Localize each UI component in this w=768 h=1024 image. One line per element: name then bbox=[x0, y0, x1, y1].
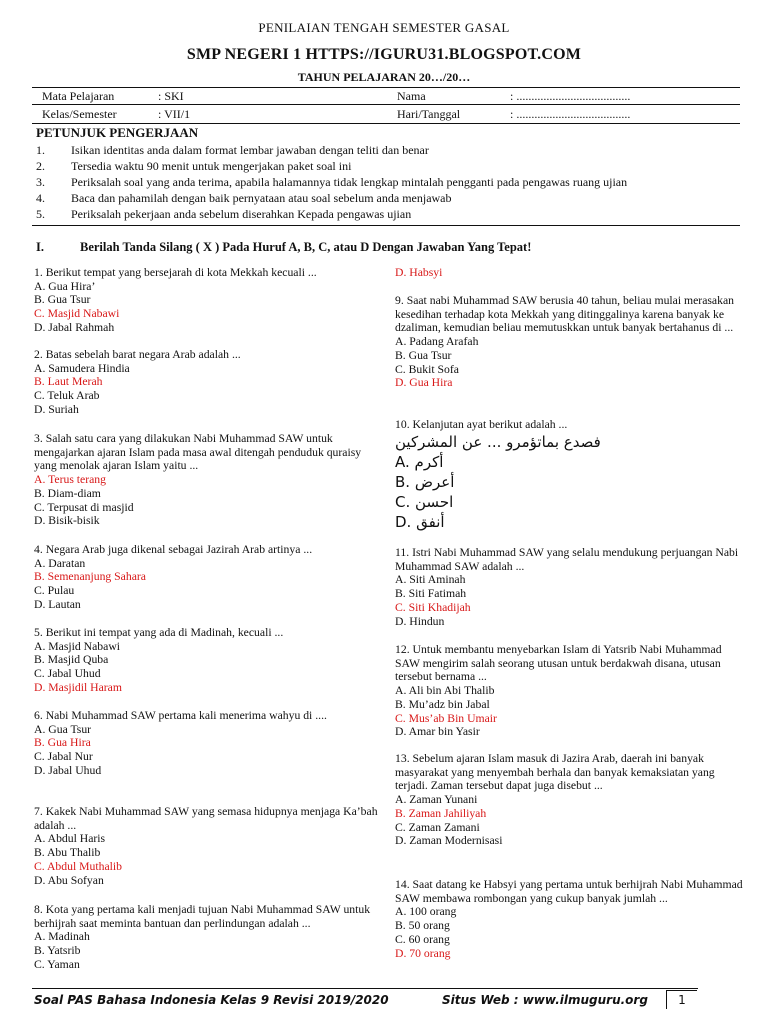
hari-field[interactable]: : ...................................... bbox=[510, 107, 631, 121]
question-text: 5. Berikut ini tempat yang ada di Madinah, kecuali ... bbox=[34, 626, 284, 639]
option-a[interactable]: A. Masjid Nabawi bbox=[34, 639, 121, 653]
option-d[interactable]: D. Amar bin Yasir bbox=[395, 725, 480, 739]
question-text: 11. Istri Nabi Muhammad SAW yang selalu mendukung perjuangan Nabi Muhammad SAW adalah ... bbox=[395, 546, 739, 573]
kelas-value: : VII/1 bbox=[158, 107, 191, 121]
option-c[interactable]: C. Zaman Zamani bbox=[395, 820, 480, 834]
option-b[interactable]: B. Diam-diam bbox=[34, 486, 101, 500]
academic-year: TAHUN PELAJARAN 20…/20… bbox=[297, 70, 471, 84]
footer-left: Soal PAS Bahasa Indonesia Kelas 9 Revisi 2019/2020 bbox=[34, 993, 389, 1007]
question-text: 13. Sebelum ajaran Islam masuk di Jazira Arab, daerah ini banyak masyarakat yang menyembah berhala dan banyak kemaksiatan yang terjadi. Zaman tersebut dapat juga disebut ... bbox=[395, 752, 715, 793]
petunjuk-title: PETUNJUK PENGERJAAN bbox=[36, 125, 199, 140]
nama-field[interactable]: : ...................................... bbox=[510, 89, 631, 103]
petunjuk-item bbox=[36, 143, 429, 158]
question-text: 14. Saat datang ke Habsyi yang pertama untuk berhijrah Nabi Muhammad SAW membawa rombongan yang cukup banyak jumlah ... bbox=[395, 878, 743, 905]
question-13 bbox=[395, 752, 745, 848]
petunjuk-item bbox=[36, 191, 452, 206]
option-a[interactable]: A. Zaman Yunani bbox=[395, 793, 478, 807]
question-1 bbox=[34, 266, 384, 335]
option-c[interactable]: C. Mus’ab Bin Umair bbox=[395, 711, 497, 725]
option-a[interactable]: A. Terus terang bbox=[34, 473, 106, 487]
school-name: SMP NEGERI 1 HTTPS://IGURU31.BLOGSPOT.COM bbox=[186, 46, 582, 63]
option-a[interactable]: A. 100 orang bbox=[395, 905, 457, 919]
option-b[interactable]: B. Zaman Jahiliyah bbox=[395, 806, 487, 820]
question-text: 3. Salah satu cara yang dilakukan Nabi Muhammad SAW untuk mengajarkan ajaran Islam pada masa awal ditengah penduduk quraisy yang menolak ajaran Islam yaitu ... bbox=[34, 432, 362, 473]
footer-divider bbox=[32, 988, 698, 989]
option-d[interactable]: D. Bisik-bisik bbox=[34, 514, 100, 528]
option-d[interactable]: D. Hindun bbox=[395, 614, 445, 628]
option-c[interactable]: C. Siti Khadijah bbox=[395, 600, 471, 614]
option-c[interactable]: C. Bukit Sofa bbox=[395, 362, 459, 376]
question-10 bbox=[395, 418, 745, 532]
footer-website: Situs Web : www.ilmuguru.org bbox=[442, 993, 648, 1007]
option-a[interactable]: A. Gua Hira’ bbox=[34, 279, 96, 293]
petunjuk-num: 3. bbox=[36, 175, 45, 189]
option-a[interactable]: A. أكرم bbox=[395, 452, 444, 471]
option-c[interactable]: C. 60 orang bbox=[395, 932, 450, 946]
kelas-label: Kelas/Semester bbox=[42, 107, 117, 121]
mapel-value: : SKI bbox=[158, 89, 184, 103]
option-b[interactable]: B. Gua Tsur bbox=[395, 348, 452, 362]
option-c[interactable]: C. احسن bbox=[395, 492, 454, 511]
question-text: 2. Batas sebelah barat negara Arab adalah ... bbox=[34, 348, 241, 361]
option-c[interactable]: C. Abdul Muthalib bbox=[34, 859, 122, 873]
question-7 bbox=[34, 805, 384, 887]
question-text: 12. Untuk membantu menyebarkan Islam di Yatsrib Nabi Muhammad SAW mengirim salah seorang utusan untuk berdakwah disana, utusan tersebut bernama ... bbox=[395, 643, 722, 684]
option-a[interactable]: A. Siti Aminah bbox=[395, 573, 466, 587]
option-a[interactable]: A. Madinah bbox=[34, 930, 90, 944]
option-a[interactable]: A. Ali bin Abi Thalib bbox=[395, 684, 495, 698]
option-c[interactable]: C. Teluk Arab bbox=[34, 389, 100, 403]
question-11 bbox=[395, 546, 745, 628]
question-text: 10. Kelanjutan ayat berikut adalah ... bbox=[395, 418, 568, 431]
option-d[interactable]: D. Masjidil Haram bbox=[34, 680, 122, 694]
divider-top bbox=[32, 87, 740, 88]
option-d[interactable]: D. Abu Sofyan bbox=[34, 873, 104, 887]
question-text: 6. Nabi Muhammad SAW pertama kali menerima wahyu di .... bbox=[34, 709, 327, 722]
petunjuk-item bbox=[36, 207, 411, 222]
option-c[interactable]: C. Jabal Nur bbox=[34, 750, 93, 764]
option-d[interactable]: D. Gua Hira bbox=[395, 376, 453, 390]
option-b[interactable]: B. Siti Fatimah bbox=[395, 587, 467, 601]
petunjuk-item bbox=[36, 175, 627, 190]
page-number: 1 bbox=[666, 990, 697, 1009]
divider-mid bbox=[32, 104, 740, 105]
divider-bottom bbox=[32, 123, 740, 124]
option-c[interactable]: C. Terpusat di masjid bbox=[34, 500, 134, 514]
petunjuk-num: 1. bbox=[36, 143, 45, 157]
option-d[interactable]: D. Lautan bbox=[34, 597, 81, 611]
divider-petunjuk bbox=[32, 225, 740, 226]
petunjuk-text: Periksalah soal yang anda terima, apabila halamannya tidak lengkap mintalah pengganti pada pengawas ruang ujian bbox=[71, 175, 628, 189]
option-d[interactable]: D. Zaman Modernisasi bbox=[395, 834, 503, 848]
option-c[interactable]: C. Masjid Nabawi bbox=[34, 307, 120, 321]
option-b[interactable]: B. Gua Hira bbox=[34, 736, 91, 750]
question-text: 9. Saat nabi Muhammad SAW berusia 40 tahun, beliau mulai merasakan kesedihan terhadap kota Mekkah yang ditinggalinya karena banyak ke dzaliman, kemudian beliau memutuskkan untuk banyak bertahanus di ... bbox=[395, 294, 734, 335]
petunjuk-num: 4. bbox=[36, 191, 45, 205]
question-text: 7. Kakek Nabi Muhammad SAW yang semasa hidupnya menjaga Ka’bah adalah ... bbox=[34, 805, 378, 832]
question-14 bbox=[395, 878, 745, 960]
question-4 bbox=[34, 543, 384, 612]
petunjuk-text: Baca dan pahamilah dengan baik pernyataan atau soal sebelum anda menjawab bbox=[71, 191, 452, 205]
section-num: I. bbox=[36, 240, 44, 254]
option-b[interactable]: B. Gua Tsur bbox=[34, 293, 91, 307]
question-text: 1. Berikut tempat yang bersejarah di kota Mekkah kecuali ... bbox=[34, 266, 317, 279]
option-d[interactable]: D. Suriah bbox=[34, 402, 79, 416]
option-a[interactable]: A. Abdul Haris bbox=[34, 832, 106, 846]
petunjuk-num: 2. bbox=[36, 159, 45, 173]
option-b[interactable]: B. Laut Merah bbox=[34, 375, 103, 389]
option-d[interactable]: D. أنفق bbox=[395, 512, 445, 531]
petunjuk-num: 5. bbox=[36, 207, 45, 221]
question-12 bbox=[395, 643, 745, 739]
question-8 bbox=[34, 903, 384, 972]
option-c[interactable]: C. Pulau bbox=[34, 584, 75, 598]
option-b[interactable]: B. Abu Thalib bbox=[34, 846, 101, 860]
option-b[interactable]: B. Semenanjung Sahara bbox=[34, 570, 146, 584]
option-b[interactable]: B. Mu’adz bin Jabal bbox=[395, 697, 490, 711]
option-a[interactable]: A. Padang Arafah bbox=[395, 335, 479, 349]
question-3 bbox=[34, 432, 384, 528]
option-d[interactable]: D. 70 orang bbox=[395, 946, 451, 960]
option-b[interactable]: B. أعرض bbox=[395, 472, 455, 491]
option-b[interactable]: B. 50 orang bbox=[395, 919, 450, 933]
section-title: Berilah Tanda Silang ( X ) Pada Huruf A, B, C, atau D Dengan Jawaban Yang Tepat! bbox=[80, 240, 532, 254]
option-a[interactable]: A. Gua Tsur bbox=[34, 722, 92, 736]
question-6 bbox=[34, 709, 384, 778]
hari-label: Hari/Tanggal bbox=[397, 107, 461, 121]
option-c[interactable]: C. Yaman bbox=[34, 957, 80, 971]
question-8-continued bbox=[395, 266, 745, 280]
question-5 bbox=[34, 626, 384, 695]
nama-label: Nama bbox=[397, 89, 426, 103]
mapel-label: Mata Pelajaran bbox=[42, 89, 115, 103]
option-b[interactable]: B. Yatsrib bbox=[34, 944, 81, 958]
option-c[interactable]: C. Jabal Uhud bbox=[34, 667, 101, 681]
petunjuk-item bbox=[36, 159, 351, 174]
question-text: 4. Negara Arab juga dikenal sebagai Jazirah Arab artinya ... bbox=[34, 543, 313, 556]
option-a[interactable]: A. Daratan bbox=[34, 556, 86, 570]
option-b[interactable]: B. Masjid Quba bbox=[34, 653, 109, 667]
section-heading bbox=[36, 240, 531, 255]
arabic-verse: فصدع بماتؤمرو ... عن المشركين bbox=[395, 432, 601, 451]
question-2 bbox=[34, 348, 384, 417]
question-text: 8. Kota yang pertama kali menjadi tujuan Nabi Muhammad SAW untuk berhijrah saat meminta bantuan dan perlindungan adalah ... bbox=[34, 903, 371, 930]
petunjuk-text: Isikan identitas anda dalam format lembar jawaban dengan teliti dan benar bbox=[71, 143, 429, 157]
option-d[interactable]: D. Jabal Rahmah bbox=[34, 320, 115, 334]
exam-title: PENILAIAN TENGAH SEMESTER GASAL bbox=[258, 20, 510, 35]
question-9 bbox=[395, 294, 745, 390]
petunjuk-text: Tersedia waktu 90 menit untuk mengerjakan paket soal ini bbox=[71, 159, 352, 173]
option-a[interactable]: A. Samudera Hindia bbox=[34, 361, 130, 375]
petunjuk-text: Periksalah pekerjaan anda sebelum diserahkan Kepada pengawas ujian bbox=[71, 207, 412, 221]
option-d[interactable]: D. Habsyi bbox=[395, 266, 443, 279]
option-d[interactable]: D. Jabal Uhud bbox=[34, 763, 102, 777]
